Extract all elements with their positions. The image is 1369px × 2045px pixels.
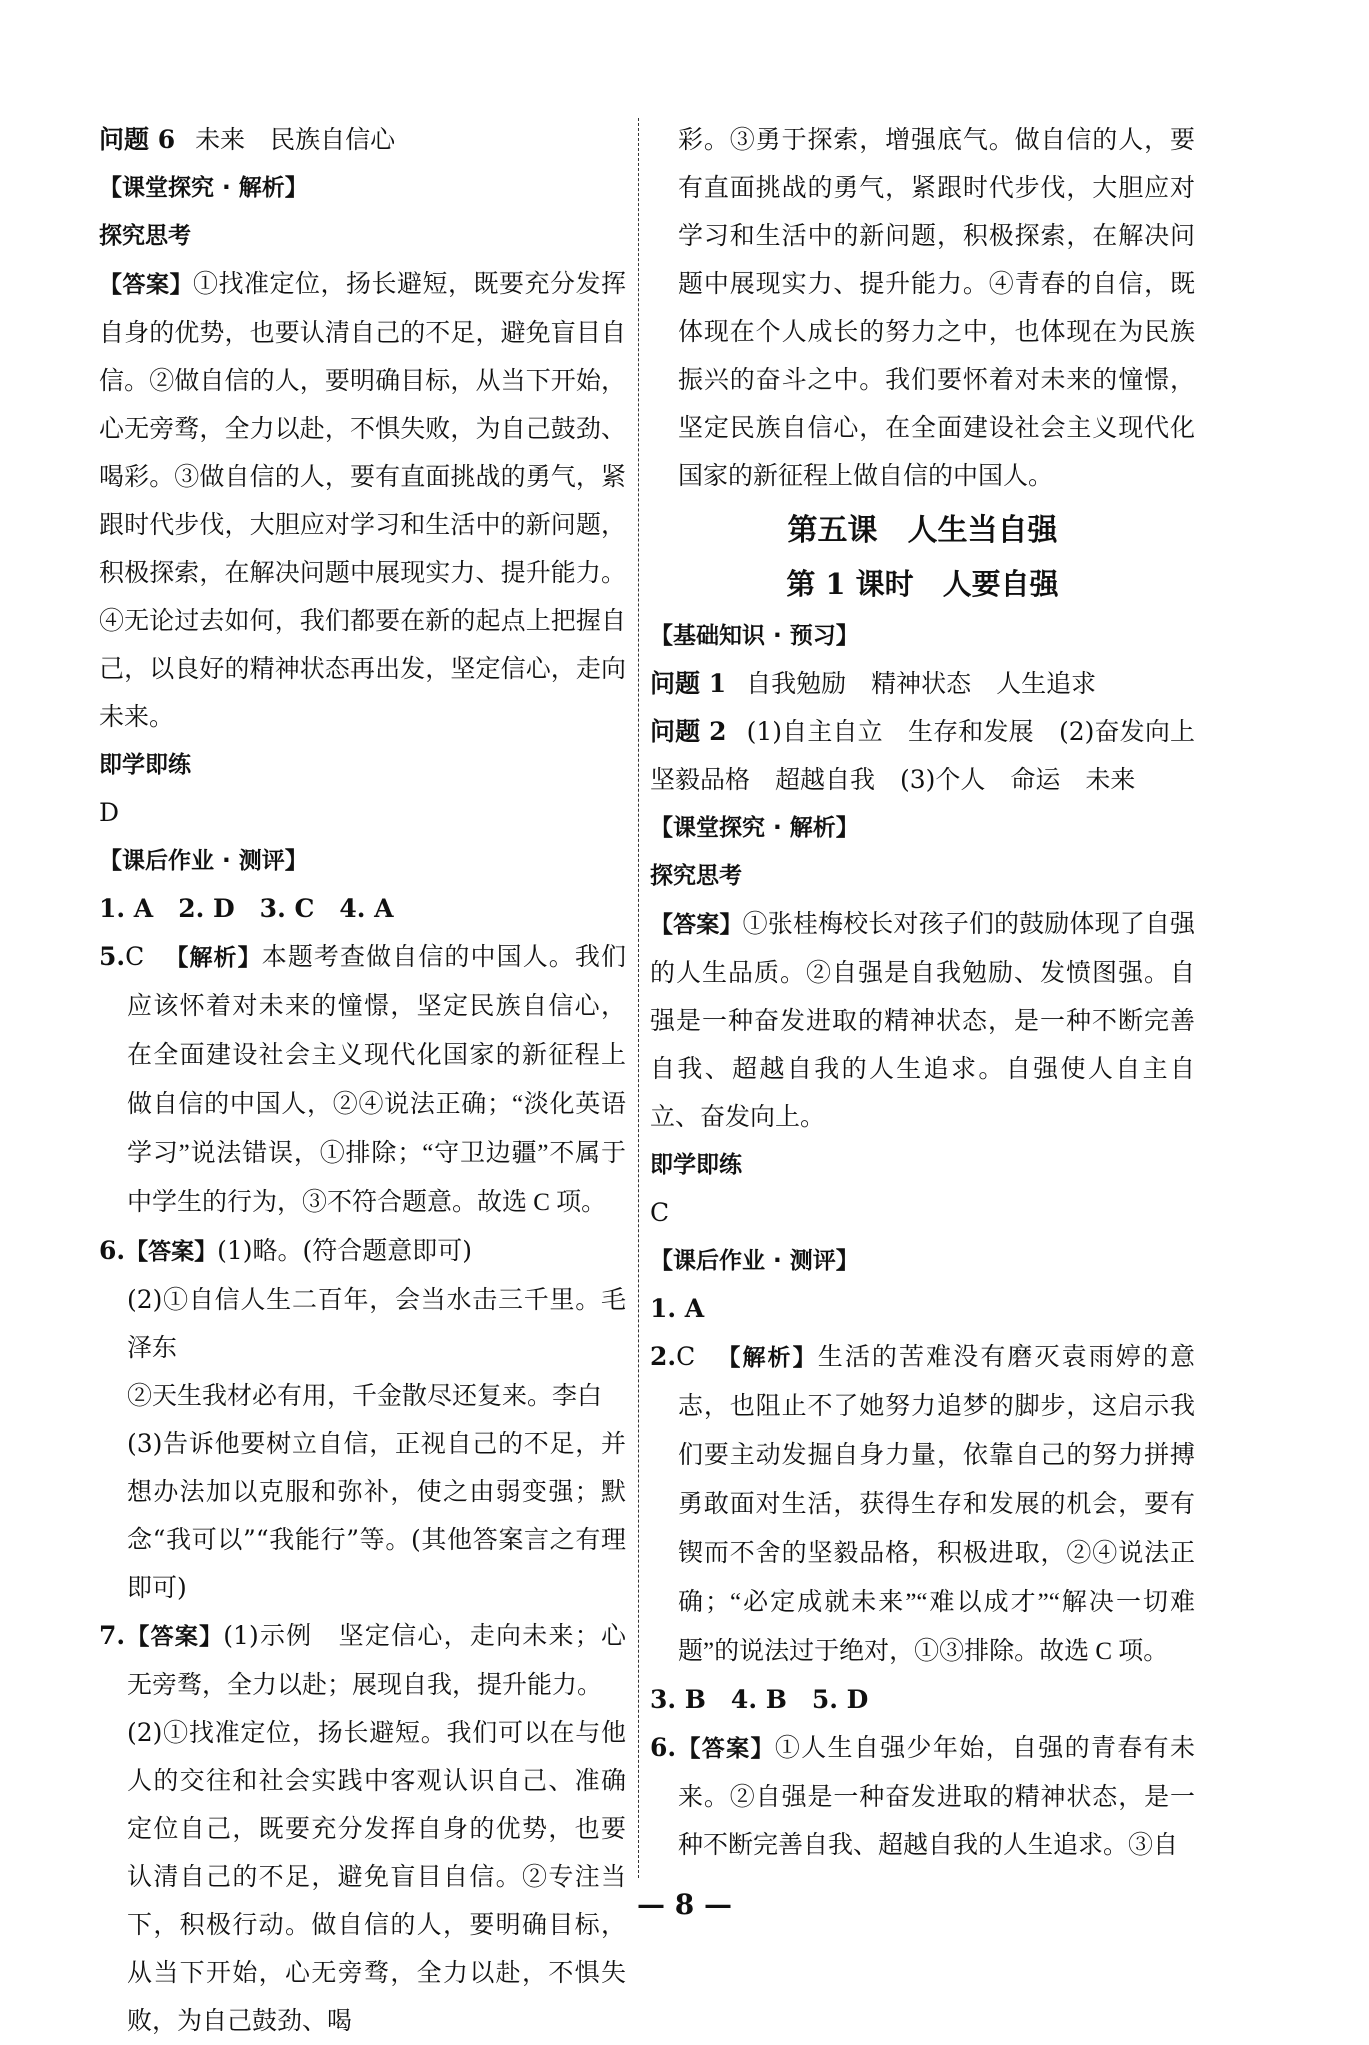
question-6 [99,1227,626,1276]
left-column [99,116,626,2045]
page-number: — 8 — [637,1888,732,1921]
answer-line [650,660,1195,708]
question-6 [650,1724,1195,1869]
answer-tag: 【答案】 [650,912,743,938]
question-label: 问题 1 [650,669,727,698]
answer-text: ①张桂梅校长对孩子们的鼓励体现了自强的人生品质。②自强是自我勉励、发愤图强。自强是一种奋发进取的精神状态，是一种不断完善自我、超越自我的人生追求。自强使人自主自立、奋发向上。 [650,909,1195,1131]
answer-text: ②天生我材必有用，千金散尽还复来。李白 [127,1381,603,1410]
answer-paragraph [650,900,1195,1141]
section-heading: 【课后作业 · 测评】 [99,848,308,874]
column-divider [638,118,639,1878]
choice-answers: 1. A 2. D 3. C 4. A [99,894,394,923]
practice-answer: C [650,1198,670,1227]
question-2 [650,1333,1195,1676]
answer-line [650,708,1221,804]
lesson-subtitle: 第 1 课时 人要自强 [786,567,1059,601]
subsection-heading: 探究思考 [650,863,742,889]
analysis-text: 生活的苦难没有磨灭袁雨婷的意志，也阻止不了她努力追梦的脚步，这启示我们要主动发掘自身力量，依靠自己的努力拼搏勇敢面对生活，获得生存和发展的机会，要有锲而不舍的坚毅品格，积极进取，②④说法正确；“必定成就未来”“难以成才”“解决一切难题”的说法过于绝对，①③排除。故选 C 项。 [678,1344,1195,1665]
question-5 [99,933,626,1227]
section-heading: 【基础知识 · 预习】 [650,623,859,649]
subsection-heading: 探究思考 [99,223,191,249]
answer-text: (2)①找准定位，扬长避短。我们可以在与他人的交往和社会实践中客观认识自己、准确定位自己，既要充分发挥自身的优势，也要认清自己的不足，避免盲目自信。②专注当下，积极行动。做自信的人，要明确目标，从当下开始，心无旁骛，全力以赴，不惧失败，为自己鼓劲、喝 [127,1718,626,2035]
answer-tag: 【答案】 [125,1624,224,1650]
answer-continuation: 彩。③勇于探索，增强底气。做自信的人，要有直面挑战的勇气，紧跟时代步伐，大胆应对学习和生活中的新问题，积极探索，在解决问题中展现实力、提升能力。④青春的自信，既体现在个人成长的努力之中，也体现在为民族振兴的奋斗之中。我们要怀着对未来的憧憬，坚定民族自信心，在全面建设社会主义现代化国家的新征程上做自信的中国人。 [678,125,1195,490]
choice-answer: C [125,942,145,971]
answer-line [99,116,626,164]
answer-text: 自我勉励 精神状态 人生追求 [746,669,1097,698]
subsection-heading: 即学即练 [99,752,191,778]
analysis-tag: 【解析】 [715,1345,818,1371]
question-number: 7. [99,1621,126,1650]
lesson-title: 第五课 人生当自强 [787,513,1058,548]
question-label: 问题 2 [650,717,727,746]
answer-text: (2)①自信人生二百年，会当水击三千里。毛泽东 [127,1285,626,1362]
section-heading: 【课后作业 · 测评】 [650,1248,859,1274]
question-number: 2. [650,1342,677,1371]
answer-text: ①人生自强少年始，自强的青春有未来。②自强是一种奋发进取的精神状态，是一种不断完善自我、超越自我的人生追求。③自 [678,1733,1195,1859]
answer-text: (1)略。(符合题意即可) [217,1236,473,1265]
question-number: 6. [650,1733,677,1762]
question-label: 问题 6 [99,125,176,154]
choice-answers: 1. A [650,1294,705,1323]
right-column [650,116,1221,1869]
analysis-text: 本题考查做自信的中国人。我们应该怀着对未来的憧憬，坚定民族自信心，在全面建设社会主义现代化国家的新征程上做自信的中国人，②④说法正确；“淡化英语学习”说法错误，①排除；“守卫边疆”不属于中学生的行为，③不符合题意。故选 C 项。 [127,944,626,1216]
analysis-tag: 【解析】 [164,945,262,971]
answer-tag: 【答案】 [676,1736,775,1762]
answer-text: ①找准定位，扬长避短，既要充分发挥自身的优势，也要认清自己的不足，避免盲目自信。②做自信的人，要明确目标，从当下开始，心无旁骛，全力以赴，不惧失败，为自己鼓劲、喝彩。③做自信的人，要有直面挑战的勇气，紧跟时代步伐，大胆应对学习和生活中的新问题，积极探索，在解决问题中展现实力、提升能力。④无论过去如何，我们都要在新的起点上把握自己，以良好的精神状态再出发，坚定信心，走向未来。 [99,269,626,731]
answer-text: (3)告诉他要树立自信，正视自己的不足，并想办法加以克服和弥补，使之由弱变强；默念“我可以”“我能行”等。(其他答案言之有理即可) [127,1429,626,1602]
answer-tag: 【答案】 [99,272,193,298]
answer-tag: 【答案】 [125,1239,218,1265]
question-7 [99,1612,626,1709]
subsection-heading: 即学即练 [650,1152,742,1178]
choice-answers: 3. B 4. B 5. D [650,1685,869,1714]
choice-answer: C [676,1342,696,1371]
practice-answer: D [99,798,120,827]
section-heading: 【课堂探究 · 解析】 [650,815,859,841]
answer-text: 未来 民族自信心 [195,125,396,154]
question-number: 6. [99,1236,126,1265]
question-number: 5. [99,942,126,971]
section-heading: 【课堂探究 · 解析】 [99,175,308,201]
answer-paragraph [99,260,626,741]
answer-text: (1)示例 坚定信心，走向未来；心无旁骛，全力以赴；展现自我，提升能力。 [127,1621,627,1699]
answer-text: (1)自主自立 生存和发展 (2)奋发向上 坚毅品格 超越自我 (3)个人 命运 未来 [650,717,1221,794]
